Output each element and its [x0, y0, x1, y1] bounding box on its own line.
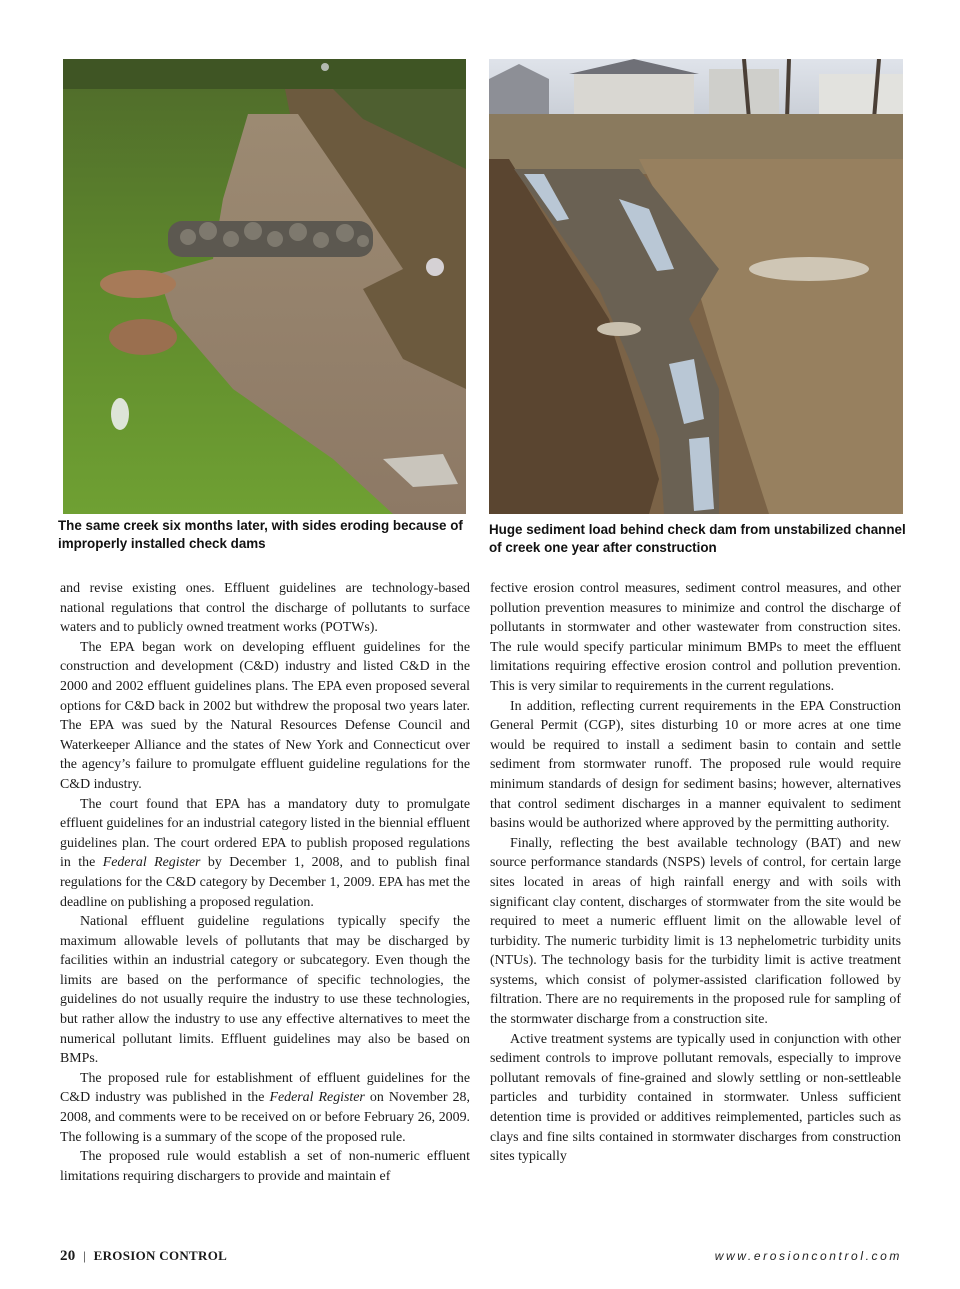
- body-paragraph: [490, 697, 901, 834]
- body-paragraph: [60, 579, 470, 638]
- photo-caption-right: Huge sediment load behind check dam from unstabilized channel of creek one year after construction: [489, 522, 906, 555]
- body-paragraph: [60, 638, 470, 795]
- website-url[interactable]: www.erosioncontrol.com: [714, 1249, 902, 1263]
- footer-separator: |: [83, 1248, 87, 1263]
- paragraph-text: The EPA began work on developing effluent guidelines for the construction and development (C&D) industry and listed C&D in the 2000 and 2002 effluent guidelines plans. The EPA even proposed several options for C&D back in 2002 but withdrew the proposal two years later. The EPA was sued by the Natural Resources Defense Council and Waterkeeper Alliance and the states of New York and Connecticut over the agency’s failure to promulgate effluent guideline regulations for the C&D industry.: [60, 639, 470, 792]
- paragraph-text: and revise existing ones. Effluent guidelines are technology-based national regulations that control the discharge of pollutants to surface waters and to publicly owned treatment works (POTWs).: [60, 581, 470, 636]
- sediment-channel-photo: [489, 59, 903, 514]
- body-paragraph: [490, 834, 901, 1030]
- body-paragraph: [60, 795, 470, 913]
- body-paragraph: [490, 579, 901, 697]
- body-paragraph: [490, 1030, 901, 1167]
- paragraph-text: Finally, reflecting the best available technology (BAT) and new source performance standards (NSPS) levels of control, for certain large sites located in areas of high rainfall energy and with soils with significant clay content, discharges of stormwater from the site would be required to meet a numeric effluent limit on the allowable level of turbidity. The numeric turbidity limit is 13 nephelometric turbidity units (NTUs). The technology basis for the turbidity limit is active treatment systems, which consist of polymer-assisted clarification followed by filtration. There are no requirements in the proposed rule for sampling of the stormwater discharge from a construction site.: [490, 835, 901, 1028]
- paragraph-text: National effluent guideline regulations typically specify the maximum allowable levels of pollutants that may be discharged by facilities within an industrial category or subcategory. Even though the limits are based on the performance of specific technologies, the guidelines do not usually require the industry to use these technologies, but rather allow the industry to use any effective alternatives to meet the numerical pollutant limits. Effluent guidelines may also be based on BMPs.: [60, 914, 470, 1067]
- publication-title: Federal Register: [102, 855, 201, 871]
- publication-name: EROSION CONTROL: [93, 1248, 228, 1263]
- paragraph-text: The proposed rule would establish a set of non-numeric effluent limitations requiring dischargers to provide and maintain ef: [60, 1149, 470, 1184]
- article-column-right: [490, 579, 901, 1167]
- paragraph-text: The court found that EPA has a mandatory duty to promulgate effluent guidelines for an industrial category listed in the biennial effluent guidelines plan. The court ordered EPA to publish proposed regulations in the: [60, 796, 470, 871]
- paragraph-text: The proposed rule for establishment of effluent guidelines for the C&D industry was published in the: [60, 1070, 470, 1106]
- body-paragraph: [60, 1069, 470, 1147]
- creek-erosion-photo: [63, 59, 466, 514]
- body-paragraph: [60, 1147, 470, 1186]
- photo-caption-left: The same creek six months later, with sides eroding because of improperly installed check dams: [58, 518, 463, 551]
- paragraph-text: on November 28, 2008, and comments were to be received on or before February 26, 2009. The following is a summary of the scope of the proposed rule.: [60, 1090, 470, 1145]
- paragraph-text: by December 1, 2008, and to publish final regulations for the C&D category by December 1, 2009. EPA has met the deadline on publishing a proposed regulation.: [60, 855, 470, 910]
- paragraph-text: Active treatment systems are typically used in conjunction with other sediment controls to improve pollutant removals, especially to improve pollutant removals of fine-grained and slowly settling or non-settleable particles and turbidity contained in stormwater. Unless sufficient detention time is provided or additives reimplemented, particles such as clays and fine silts contained in stormwater discharges from construction sites typically: [490, 1031, 901, 1165]
- paragraph-text: In addition, reflecting current requirements in the EPA Construction General Permit (CGP), sites disturbing 10 or more acres at one time would be required to install a sediment basin to contain and settle sediment from stormwater runoff. The proposed rule would require minimum standards of design for sediment basins; however, alternatives that control sediment discharges in a manner equivalent to sediment basins would be authorized where approved by the permitting authority.: [490, 698, 901, 832]
- paragraph-text: fective erosion control measures, sediment control measures, and other pollution prevention measures to minimize and control the discharge of pollutants in stormwater and other wastewater from construction sites. The rule would specify particular minimum BMPs to meet the effluent limitations requiring effective erosion control and pollution prevention. This is very similar to requirements in the current regulations.: [490, 581, 901, 694]
- body-paragraph: [60, 912, 470, 1069]
- article-column-left: [60, 579, 470, 1186]
- publication-title: Federal Register: [269, 1090, 365, 1106]
- page-footer-folio: [60, 1248, 227, 1265]
- page-number: 20: [60, 1248, 76, 1264]
